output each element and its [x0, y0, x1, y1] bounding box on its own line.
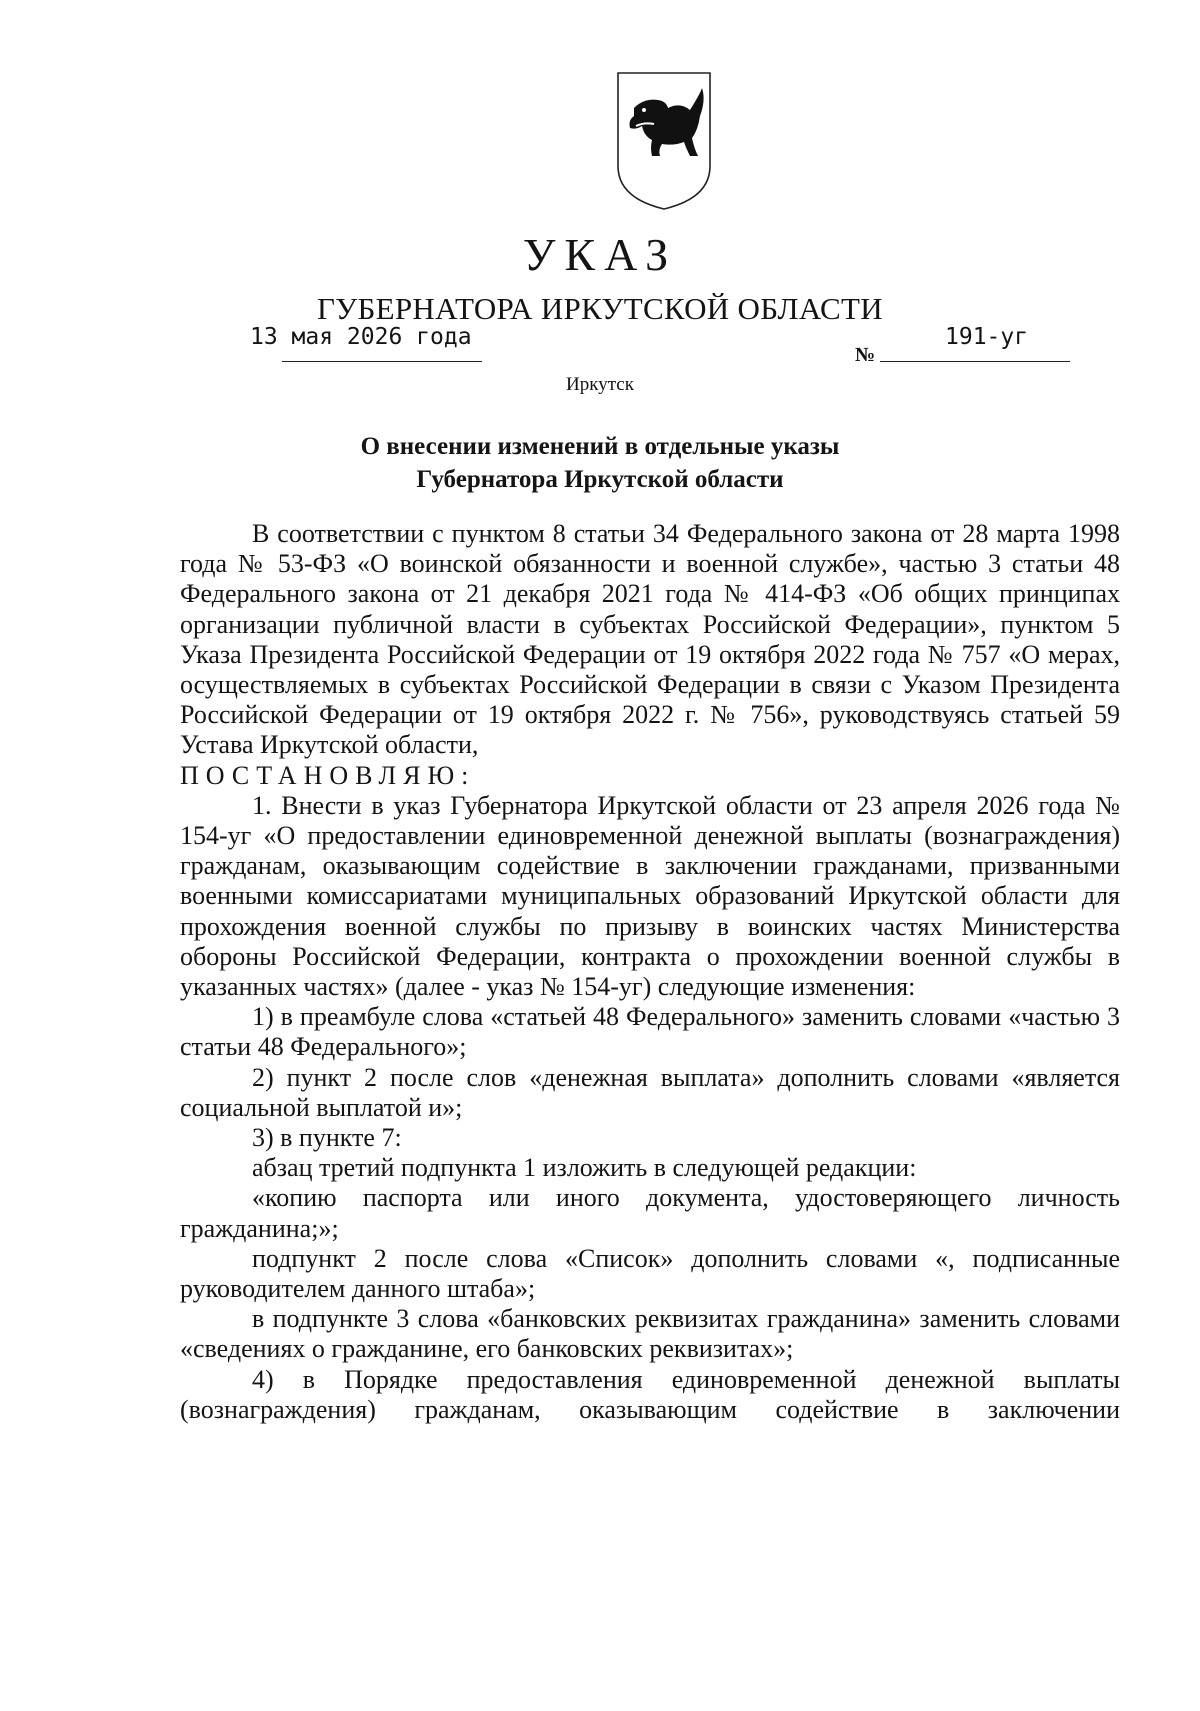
irkutsk-coat-of-arms-icon: [614, 70, 714, 212]
document-date: 13 мая 2026 года: [250, 324, 472, 350]
paragraph: 2) пункт 2 после слов «денежная выплата» дополнить словами «является социальной выплатой и»;: [180, 1062, 1120, 1122]
document-heading: [0, 430, 1200, 496]
paragraph: 4) в Порядке предоставления единовременной денежной выплаты (вознаграждения) гражданам, оказывающим содействие в заключении: [180, 1364, 1120, 1424]
paragraph: «копию паспорта или иного документа, удостоверяющего личность гражданина;»;: [180, 1183, 1120, 1243]
paragraph: абзац третий подпункта 1 изложить в следующей редакции:: [252, 1153, 917, 1183]
document-title: УКАЗ: [522, 229, 678, 280]
paragraph: 3) в пункте 7:: [252, 1123, 402, 1153]
document-number: 191-уг: [945, 324, 1029, 350]
document-subtitle: ГУБЕРНАТОРА ИРКУТСКОЙ ОБЛАСТИ: [317, 291, 883, 326]
document-city: Иркутск: [566, 374, 634, 395]
decree-word: ПОСТАНОВЛЯЮ:: [180, 760, 476, 790]
paragraph: в подпункте 3 слова «банковских реквизитах гражданина» заменить словами «сведениях о гражданине, его банковских реквизитах»;: [180, 1304, 1120, 1364]
number-sign: №: [855, 344, 876, 366]
paragraph: подпункт 2 после слова «Список» дополнить словами «, подписанные руководителем данного штаба»;: [180, 1243, 1120, 1304]
heading-line-1: О внесении изменений в отдельные указы: [360, 433, 840, 460]
preamble-paragraph: В соответствии с пунктом 8 статьи 34 Федерального закона от 28 марта 1998 года № 53-ФЗ «О воинской обязанности и военной службе», частью 3 статьи 48 Федерального закона от 21 декабря 2021 года № 414-ФЗ «Об общих принципах организации публичной власти в субъектах Российской Федерации», пунктом 5 Указа Президента Российской Федерации от 19 октября 2022 года № 757 «О мерах, осуществляемых в субъектах Российской Федерации в связи с Указом Президента Российской Федерации от 19 октября 2022 г. № 756», руководствуясь статьей 59 Устава Иркутской области,: [180, 519, 1120, 760]
number-underline: [880, 361, 1070, 362]
date-underline: [282, 361, 482, 362]
paragraph: 1. Внести в указ Губернатора Иркутской области от 23 апреля 2026 года № 154-уг «О предоставлении единовременной денежной выплаты (вознаграждения) гражданам, оказывающим содействие в заключении гражданами, призванными военными комиссариатами муниципальных образований Иркутской области для прохождения военной службы по призыву в воинских частях Министерства обороны Российской Федерации, контракта о прохождении военной службы в указанных частях» (далее - указ № 154-уг) следующие изменения:: [180, 790, 1120, 1002]
paragraph: 1) в преамбуле слова «статьей 48 Федерального» заменить словами «частью 3 статьи 48 Федерального»;: [180, 1002, 1120, 1062]
heading-line-2: Губернатора Иркутской области: [416, 466, 784, 493]
document-body: [180, 519, 1120, 1425]
